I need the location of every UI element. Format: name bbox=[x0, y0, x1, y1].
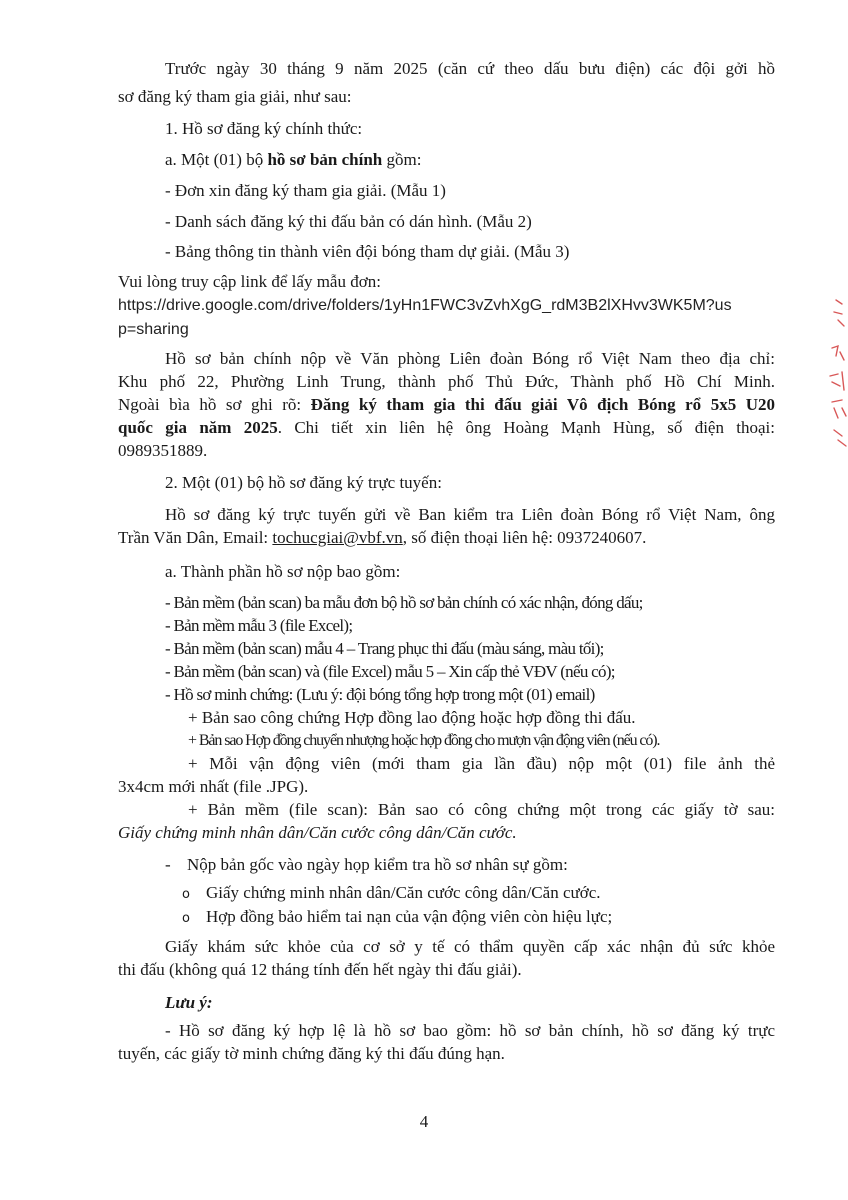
cover-phone: 0989351889. bbox=[118, 441, 208, 460]
cover-line-1 bbox=[118, 395, 775, 415]
note-line-1: - Hồ sơ đăng ký hợp lệ là hồ sơ bao gồm: hồ sơ bản chính, hồ sơ đăng ký trực bbox=[165, 1021, 775, 1040]
cover-suffix: . Chi tiết xin liên hệ ông Hoàng Mạnh Hùng, số điện thoại: bbox=[277, 418, 775, 437]
note-title: Lưu ý: bbox=[165, 993, 213, 1012]
list-item: - Đơn xin đăng ký tham gia giải. (Mẫu 1) bbox=[165, 181, 446, 200]
section-1a bbox=[165, 150, 421, 170]
original-docs-intro-text: Nộp bản gốc vào ngày họp kiểm tra hồ sơ nhân sự gồm: bbox=[187, 855, 568, 874]
online-desc-prefix: Trần Văn Dân, Email: bbox=[118, 528, 273, 547]
forms-link-line-1[interactable]: https://drive.google.com/drive/folders/1yHn1FWC3vZvhXgG_rdM3B2lXHvv3WK5M?us bbox=[118, 297, 732, 314]
health-line-2: thi đấu (không quá 12 tháng tính đến hết ngày thi đấu giải). bbox=[118, 960, 522, 979]
original-doc-item bbox=[182, 907, 612, 929]
online-desc-line-1: Hồ sơ đăng ký trực tuyến gửi về Ban kiểm tra Liên đoàn Bóng rổ Việt Nam, ông bbox=[165, 505, 775, 524]
address-line-1: Hồ sơ bản chính nộp về Văn phòng Liên đoàn Bóng rổ Việt Nam theo địa chỉ: bbox=[165, 349, 775, 368]
link-intro: Vui lòng truy cập link để lấy mẫu đơn: bbox=[118, 272, 381, 291]
cover-bold-1: Đăng ký tham gia thi đấu giải Vô địch Bóng rổ 5x5 U20 bbox=[310, 395, 775, 414]
list-item: - Bản mềm (bản scan) và (file Excel) mẫu 5 – Xin cấp thẻ VĐV (nếu có); bbox=[165, 662, 615, 681]
section-1-title: 1. Hồ sơ đăng ký chính thức: bbox=[165, 119, 363, 138]
section-1a-prefix: a. Một (01) bộ bbox=[165, 150, 268, 169]
list-item: - Danh sách đăng ký thi đấu bản có dán hình. (Mẫu 2) bbox=[165, 212, 532, 231]
list-item: - Bản mềm (bản scan) mẫu 4 – Trang phục thi đấu (màu sáng, màu tối); bbox=[165, 639, 604, 658]
list-item: - Bảng thông tin thành viên đội bóng tham dự giải. (Mẫu 3) bbox=[165, 242, 570, 261]
address-line-2: Khu phố 22, Phường Linh Trung, thành phố Thủ Đức, Thành phố Hồ Chí Minh. bbox=[118, 372, 775, 391]
cover-bold-2: quốc gia năm 2025 bbox=[118, 418, 278, 437]
cover-prefix: Ngoài bìa hồ sơ ghi rõ: bbox=[118, 395, 311, 414]
section-2a: a. Thành phần hồ sơ nộp bao gồm: bbox=[165, 562, 401, 581]
forms-link-line-2[interactable]: p=sharing bbox=[118, 321, 189, 338]
evidence-item: + Bản sao công chứng Hợp đồng lao động hoặc hợp đồng thi đấu. bbox=[188, 708, 636, 727]
circle-bullet-icon: o bbox=[182, 887, 190, 902]
health-line-1: Giấy khám sức khỏe của cơ sở y tế có thẩm quyền cấp xác nhận đủ sức khỏe bbox=[165, 937, 775, 956]
original-doc-item bbox=[182, 883, 601, 905]
circle-bullet-icon: o bbox=[182, 911, 190, 926]
online-desc-suffix: , số điện thoại liên hệ: 0937240607. bbox=[402, 528, 647, 547]
evidence-item: + Bản mềm (file scan): Bản sao có công chứng một trong các giấy tờ sau: bbox=[188, 800, 775, 819]
intro-line-2: sơ đăng ký tham gia giải, như sau: bbox=[118, 87, 352, 106]
intro-line-1: Trước ngày 30 tháng 9 năm 2025 (căn cứ theo dấu bưu điện) các đội gởi hồ bbox=[165, 59, 775, 78]
original-doc-text: Giấy chứng minh nhân dân/Căn cước công dân/Căn cước. bbox=[206, 883, 601, 902]
red-stamp-edge-icon bbox=[812, 290, 848, 450]
list-item: - Bản mềm (bản scan) ba mẫu đơn bộ hồ sơ bản chính có xác nhận, đóng dấu; bbox=[165, 593, 643, 612]
evidence-item: + Mỗi vận động viên (mới tham gia lần đầu) nộp một (01) file ảnh thẻ bbox=[188, 754, 775, 773]
original-docs-intro: - Nộp bản gốc vào ngày họp kiểm tra hồ sơ nhân sự gồm: bbox=[165, 855, 568, 874]
evidence-item-cont: Giấy chứng minh nhân dân/Căn cước công dân/Căn cước. bbox=[118, 823, 517, 842]
email-link[interactable]: tochucgiai@vbf.vn bbox=[272, 528, 403, 547]
original-doc-text: Hợp đồng bảo hiểm tai nạn của vận động viên còn hiệu lực; bbox=[206, 907, 613, 926]
evidence-item: + Bản sao Hợp đồng chuyển nhượng hoặc hợp đồng cho mượn vận động viên (nếu có). bbox=[188, 732, 660, 749]
evidence-item-cont: 3x4cm mới nhất (file .JPG). bbox=[118, 777, 309, 796]
cover-line-2 bbox=[118, 418, 775, 438]
note-line-2: tuyến, các giấy tờ minh chứng đăng ký thi đấu đúng hạn. bbox=[118, 1044, 505, 1063]
online-desc-line-2 bbox=[118, 528, 646, 548]
list-item: - Hồ sơ minh chứng: (Lưu ý: đội bóng tổng hợp trong một (01) email) bbox=[165, 685, 595, 704]
list-item: - Bản mềm mẫu 3 (file Excel); bbox=[165, 616, 353, 635]
page-number: 4 bbox=[419, 1112, 429, 1131]
section-2-title: 2. Một (01) bộ hồ sơ đăng ký trực tuyến: bbox=[165, 473, 442, 492]
section-1a-bold: hồ sơ bản chính bbox=[267, 150, 383, 169]
section-1a-suffix: gồm: bbox=[382, 150, 422, 169]
